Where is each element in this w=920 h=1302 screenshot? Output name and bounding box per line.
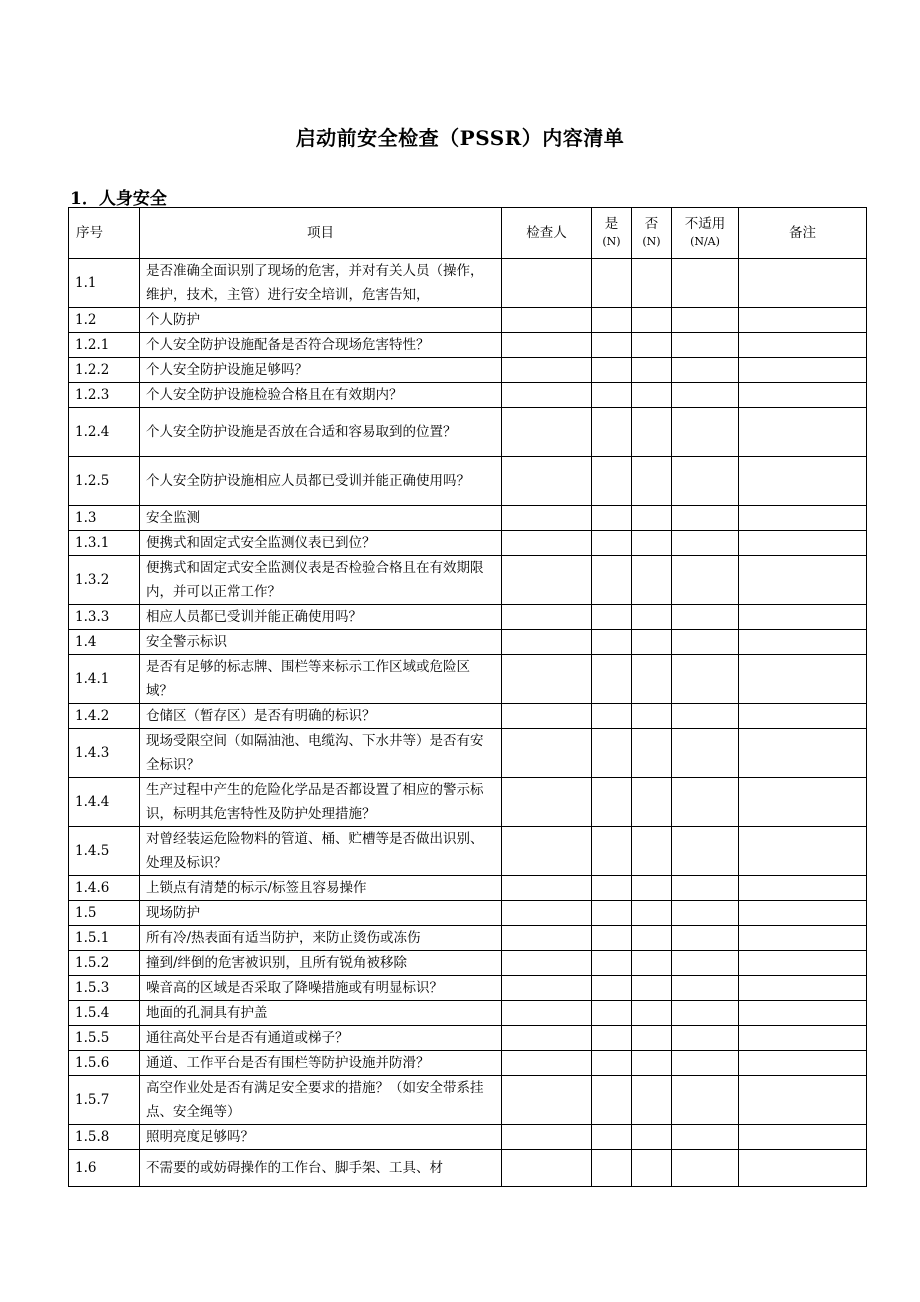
inspector-cell[interactable] bbox=[502, 1125, 592, 1150]
remark-cell[interactable] bbox=[739, 926, 867, 951]
row-number: 1.5.1 bbox=[69, 926, 140, 951]
row-number: 1.4.4 bbox=[69, 778, 140, 827]
row-item: 是否准确全面识别了现场的危害，并对有关人员（操作，维护，技术，主管）进行安全培训，危害告知， bbox=[140, 259, 502, 308]
na-cell[interactable] bbox=[672, 333, 739, 358]
no-cell[interactable] bbox=[632, 951, 672, 976]
no-cell[interactable] bbox=[632, 333, 672, 358]
na-cell[interactable] bbox=[672, 655, 739, 704]
table-row bbox=[69, 655, 867, 704]
checklist-body bbox=[69, 259, 867, 1187]
na-cell[interactable] bbox=[672, 408, 739, 457]
row-item: 安全监测 bbox=[140, 506, 502, 531]
table-row bbox=[69, 358, 867, 383]
no-cell[interactable] bbox=[632, 778, 672, 827]
yes-cell[interactable] bbox=[592, 408, 632, 457]
section-heading: 1．人身安全 bbox=[70, 189, 167, 209]
inspector-cell[interactable] bbox=[502, 531, 592, 556]
row-number: 1.6 bbox=[69, 1150, 140, 1187]
table-row bbox=[69, 1076, 867, 1125]
row-number: 1.5.7 bbox=[69, 1076, 140, 1125]
row-item: 上锁点有清楚的标示/标签且容易操作 bbox=[140, 876, 502, 901]
inspector-cell[interactable] bbox=[502, 408, 592, 457]
row-item: 个人防护 bbox=[140, 308, 502, 333]
yes-cell[interactable] bbox=[592, 383, 632, 408]
header-na-code: (N/A) bbox=[690, 235, 720, 248]
inspector-cell[interactable] bbox=[502, 358, 592, 383]
table-row bbox=[69, 1051, 867, 1076]
row-item: 高空作业处是否有满足安全要求的措施？（如安全带系挂点、安全绳等） bbox=[140, 1076, 502, 1125]
remark-cell[interactable] bbox=[739, 1076, 867, 1125]
row-item: 便携式和固定式安全监测仪表已到位？ bbox=[140, 531, 502, 556]
yes-cell[interactable] bbox=[592, 1150, 632, 1187]
inspector-cell[interactable] bbox=[502, 1150, 592, 1187]
row-item: 照明亮度足够吗？ bbox=[140, 1125, 502, 1150]
row-number: 1.4.3 bbox=[69, 729, 140, 778]
table-row bbox=[69, 901, 867, 926]
na-cell[interactable] bbox=[672, 1051, 739, 1076]
remark-cell[interactable] bbox=[739, 1150, 867, 1187]
header-inspector: 检查人 bbox=[502, 208, 592, 259]
row-number: 1.1 bbox=[69, 259, 140, 308]
header-yes-label: 是 bbox=[604, 216, 619, 232]
yes-cell[interactable] bbox=[592, 704, 632, 729]
header-yes-code: (N) bbox=[602, 235, 621, 248]
na-cell[interactable] bbox=[672, 383, 739, 408]
remark-cell[interactable] bbox=[739, 605, 867, 630]
row-number: 1.3 bbox=[69, 506, 140, 531]
remark-cell[interactable] bbox=[739, 704, 867, 729]
table-header-row bbox=[69, 208, 867, 259]
inspector-cell[interactable] bbox=[502, 308, 592, 333]
remark-cell[interactable] bbox=[739, 630, 867, 655]
yes-cell[interactable] bbox=[592, 778, 632, 827]
inspector-cell[interactable] bbox=[502, 333, 592, 358]
na-cell[interactable] bbox=[672, 506, 739, 531]
row-item: 通道、工作平台是否有围栏等防护设施并防滑？ bbox=[140, 1051, 502, 1076]
remark-cell[interactable] bbox=[739, 1125, 867, 1150]
remark-cell[interactable] bbox=[739, 976, 867, 1001]
no-cell[interactable] bbox=[632, 531, 672, 556]
no-cell[interactable] bbox=[632, 1076, 672, 1125]
table-row bbox=[69, 778, 867, 827]
row-item: 生产过程中产生的危险化学品是否都设置了相应的警示标识，标明其危害特性及防护处理措施？ bbox=[140, 778, 502, 827]
yes-cell[interactable] bbox=[592, 457, 632, 506]
no-cell[interactable] bbox=[632, 457, 672, 506]
header-no: 序号 bbox=[69, 208, 140, 259]
row-item: 对曾经装运危险物料的管道、桶、贮槽等是否做出识别、处理及标识？ bbox=[140, 827, 502, 876]
inspector-cell[interactable] bbox=[502, 556, 592, 605]
yes-cell[interactable] bbox=[592, 876, 632, 901]
yes-cell[interactable] bbox=[592, 901, 632, 926]
remark-cell[interactable] bbox=[739, 1026, 867, 1051]
na-cell[interactable] bbox=[672, 1026, 739, 1051]
no-cell[interactable] bbox=[632, 976, 672, 1001]
no-cell[interactable] bbox=[632, 926, 672, 951]
table-row bbox=[69, 457, 867, 506]
remark-cell[interactable] bbox=[739, 383, 867, 408]
inspector-cell[interactable] bbox=[502, 1051, 592, 1076]
row-number: 1.5.8 bbox=[69, 1125, 140, 1150]
no-cell[interactable] bbox=[632, 630, 672, 655]
row-item: 通往高处平台是否有通道或梯子？ bbox=[140, 1026, 502, 1051]
no-cell[interactable] bbox=[632, 308, 672, 333]
na-cell[interactable] bbox=[672, 778, 739, 827]
remark-cell[interactable] bbox=[739, 951, 867, 976]
row-number: 1.2.2 bbox=[69, 358, 140, 383]
no-cell[interactable] bbox=[632, 1051, 672, 1076]
inspector-cell[interactable] bbox=[502, 383, 592, 408]
remark-cell[interactable] bbox=[739, 333, 867, 358]
header-no-answer bbox=[632, 208, 672, 259]
table-row bbox=[69, 704, 867, 729]
row-number: 1.2 bbox=[69, 308, 140, 333]
table-row bbox=[69, 556, 867, 605]
no-cell[interactable] bbox=[632, 506, 672, 531]
table-row bbox=[69, 926, 867, 951]
yes-cell[interactable] bbox=[592, 926, 632, 951]
table-row bbox=[69, 308, 867, 333]
remark-cell[interactable] bbox=[739, 1001, 867, 1026]
inspector-cell[interactable] bbox=[502, 729, 592, 778]
inspector-cell[interactable] bbox=[502, 259, 592, 308]
table-row bbox=[69, 605, 867, 630]
na-cell[interactable] bbox=[672, 1125, 739, 1150]
na-cell[interactable] bbox=[672, 531, 739, 556]
yes-cell[interactable] bbox=[592, 1125, 632, 1150]
table-row bbox=[69, 976, 867, 1001]
yes-cell[interactable] bbox=[592, 506, 632, 531]
table-row bbox=[69, 506, 867, 531]
inspector-cell[interactable] bbox=[502, 630, 592, 655]
row-number: 1.2.5 bbox=[69, 457, 140, 506]
table-row bbox=[69, 630, 867, 655]
remark-cell[interactable] bbox=[739, 408, 867, 457]
remark-cell[interactable] bbox=[739, 901, 867, 926]
yes-cell[interactable] bbox=[592, 531, 632, 556]
row-item: 所有冷/热表面有适当防护，来防止烫伤或冻伤 bbox=[140, 926, 502, 951]
remark-cell[interactable] bbox=[739, 506, 867, 531]
no-cell[interactable] bbox=[632, 655, 672, 704]
header-no-code: (N) bbox=[642, 235, 661, 248]
row-number: 1.5.6 bbox=[69, 1051, 140, 1076]
no-cell[interactable] bbox=[632, 729, 672, 778]
row-number: 1.2.4 bbox=[69, 408, 140, 457]
inspector-cell[interactable] bbox=[502, 1026, 592, 1051]
row-item: 是否有足够的标志牌、围栏等来标示工作区域或危险区域？ bbox=[140, 655, 502, 704]
row-number: 1.2.3 bbox=[69, 383, 140, 408]
inspector-cell[interactable] bbox=[502, 655, 592, 704]
row-item: 个人安全防护设施相应人员都已受训并能正确使用吗？ bbox=[140, 457, 502, 506]
no-cell[interactable] bbox=[632, 1001, 672, 1026]
checklist-table bbox=[68, 207, 867, 1187]
na-cell[interactable] bbox=[672, 556, 739, 605]
na-cell[interactable] bbox=[672, 926, 739, 951]
row-item: 相应人员都已受训并能正确使用吗？ bbox=[140, 605, 502, 630]
remark-cell[interactable] bbox=[739, 457, 867, 506]
na-cell[interactable] bbox=[672, 605, 739, 630]
table-row bbox=[69, 408, 867, 457]
yes-cell[interactable] bbox=[592, 1026, 632, 1051]
no-cell[interactable] bbox=[632, 605, 672, 630]
row-item: 个人安全防护设施足够吗？ bbox=[140, 358, 502, 383]
remark-cell[interactable] bbox=[739, 778, 867, 827]
na-cell[interactable] bbox=[672, 827, 739, 876]
header-no-label: 否 bbox=[644, 216, 659, 232]
header-remark: 备注 bbox=[739, 208, 867, 259]
yes-cell[interactable] bbox=[592, 976, 632, 1001]
inspector-cell[interactable] bbox=[502, 457, 592, 506]
inspector-cell[interactable] bbox=[502, 506, 592, 531]
row-number: 1.4.5 bbox=[69, 827, 140, 876]
inspector-cell[interactable] bbox=[502, 605, 592, 630]
yes-cell[interactable] bbox=[592, 1001, 632, 1026]
yes-cell[interactable] bbox=[592, 729, 632, 778]
no-cell[interactable] bbox=[632, 259, 672, 308]
inspector-cell[interactable] bbox=[502, 704, 592, 729]
inspector-cell[interactable] bbox=[502, 951, 592, 976]
header-item: 项目 bbox=[140, 208, 502, 259]
no-cell[interactable] bbox=[632, 901, 672, 926]
no-cell[interactable] bbox=[632, 358, 672, 383]
table-row bbox=[69, 1125, 867, 1150]
table-row bbox=[69, 876, 867, 901]
na-cell[interactable] bbox=[672, 308, 739, 333]
row-item: 便携式和固定式安全监测仪表是否检验合格且在有效期限内，并可以正常工作？ bbox=[140, 556, 502, 605]
row-item: 现场防护 bbox=[140, 901, 502, 926]
no-cell[interactable] bbox=[632, 1150, 672, 1187]
na-cell[interactable] bbox=[672, 457, 739, 506]
inspector-cell[interactable] bbox=[502, 827, 592, 876]
table-row bbox=[69, 1026, 867, 1051]
yes-cell[interactable] bbox=[592, 308, 632, 333]
row-number: 1.4.1 bbox=[69, 655, 140, 704]
na-cell[interactable] bbox=[672, 729, 739, 778]
row-number: 1.4.6 bbox=[69, 876, 140, 901]
remark-cell[interactable] bbox=[739, 827, 867, 876]
remark-cell[interactable] bbox=[739, 531, 867, 556]
remark-cell[interactable] bbox=[739, 1051, 867, 1076]
header-na-label: 不适用 bbox=[684, 216, 726, 232]
no-cell[interactable] bbox=[632, 876, 672, 901]
inspector-cell[interactable] bbox=[502, 876, 592, 901]
header-na bbox=[672, 208, 739, 259]
na-cell[interactable] bbox=[672, 358, 739, 383]
no-cell[interactable] bbox=[632, 704, 672, 729]
row-item: 撞到/绊倒的危害被识别，且所有锐角被移除 bbox=[140, 951, 502, 976]
na-cell[interactable] bbox=[672, 951, 739, 976]
na-cell[interactable] bbox=[672, 1001, 739, 1026]
table-row bbox=[69, 333, 867, 358]
row-item: 地面的孔洞具有护盖 bbox=[140, 1001, 502, 1026]
row-number: 1.2.1 bbox=[69, 333, 140, 358]
inspector-cell[interactable] bbox=[502, 1001, 592, 1026]
row-number: 1.5.3 bbox=[69, 976, 140, 1001]
remark-cell[interactable] bbox=[739, 655, 867, 704]
na-cell[interactable] bbox=[672, 1076, 739, 1125]
yes-cell[interactable] bbox=[592, 951, 632, 976]
yes-cell[interactable] bbox=[592, 605, 632, 630]
row-item: 个人安全防护设施检验合格且在有效期内？ bbox=[140, 383, 502, 408]
remark-cell[interactable] bbox=[739, 259, 867, 308]
no-cell[interactable] bbox=[632, 1026, 672, 1051]
na-cell[interactable] bbox=[672, 704, 739, 729]
row-item: 个人安全防护设施是否放在合适和容易取到的位置？ bbox=[140, 408, 502, 457]
inspector-cell[interactable] bbox=[502, 976, 592, 1001]
yes-cell[interactable] bbox=[592, 333, 632, 358]
na-cell[interactable] bbox=[672, 901, 739, 926]
row-item: 现场受限空间（如隔油池、电缆沟、下水井等）是否有安全标识？ bbox=[140, 729, 502, 778]
table-row bbox=[69, 259, 867, 308]
row-number: 1.5 bbox=[69, 901, 140, 926]
row-item: 安全警示标识 bbox=[140, 630, 502, 655]
row-item: 不需要的或妨碍操作的工作台、脚手架、工具、材 bbox=[140, 1150, 502, 1187]
header-yes bbox=[592, 208, 632, 259]
row-number: 1.5.5 bbox=[69, 1026, 140, 1051]
yes-cell[interactable] bbox=[592, 259, 632, 308]
table-row bbox=[69, 531, 867, 556]
no-cell[interactable] bbox=[632, 1125, 672, 1150]
remark-cell[interactable] bbox=[739, 876, 867, 901]
na-cell[interactable] bbox=[672, 630, 739, 655]
row-number: 1.3.1 bbox=[69, 531, 140, 556]
na-cell[interactable] bbox=[672, 259, 739, 308]
table-row bbox=[69, 729, 867, 778]
na-cell[interactable] bbox=[672, 1150, 739, 1187]
table-row bbox=[69, 1150, 867, 1187]
row-number: 1.5.4 bbox=[69, 1001, 140, 1026]
yes-cell[interactable] bbox=[592, 827, 632, 876]
yes-cell[interactable] bbox=[592, 556, 632, 605]
inspector-cell[interactable] bbox=[502, 778, 592, 827]
no-cell[interactable] bbox=[632, 383, 672, 408]
row-number: 1.4 bbox=[69, 630, 140, 655]
table-row bbox=[69, 951, 867, 976]
yes-cell[interactable] bbox=[592, 1076, 632, 1125]
remark-cell[interactable] bbox=[739, 556, 867, 605]
no-cell[interactable] bbox=[632, 556, 672, 605]
yes-cell[interactable] bbox=[592, 655, 632, 704]
no-cell[interactable] bbox=[632, 827, 672, 876]
row-number: 1.3.2 bbox=[69, 556, 140, 605]
yes-cell[interactable] bbox=[592, 358, 632, 383]
inspector-cell[interactable] bbox=[502, 1076, 592, 1125]
inspector-cell[interactable] bbox=[502, 901, 592, 926]
table-row bbox=[69, 827, 867, 876]
table-row bbox=[69, 1001, 867, 1026]
remark-cell[interactable] bbox=[739, 729, 867, 778]
row-item: 噪音高的区域是否采取了降噪措施或有明显标识？ bbox=[140, 976, 502, 1001]
row-number: 1.5.2 bbox=[69, 951, 140, 976]
inspector-cell[interactable] bbox=[502, 926, 592, 951]
na-cell[interactable] bbox=[672, 976, 739, 1001]
no-cell[interactable] bbox=[632, 408, 672, 457]
na-cell[interactable] bbox=[672, 876, 739, 901]
remark-cell[interactable] bbox=[739, 308, 867, 333]
table-row bbox=[69, 383, 867, 408]
row-item: 仓储区（暂存区）是否有明确的标识？ bbox=[140, 704, 502, 729]
page-title: 启动前安全检查（PSSR）内容清单 bbox=[295, 126, 625, 150]
remark-cell[interactable] bbox=[739, 358, 867, 383]
yes-cell[interactable] bbox=[592, 1051, 632, 1076]
row-number: 1.3.3 bbox=[69, 605, 140, 630]
row-number: 1.4.2 bbox=[69, 704, 140, 729]
yes-cell[interactable] bbox=[592, 630, 632, 655]
row-item: 个人安全防护设施配备是否符合现场危害特性？ bbox=[140, 333, 502, 358]
